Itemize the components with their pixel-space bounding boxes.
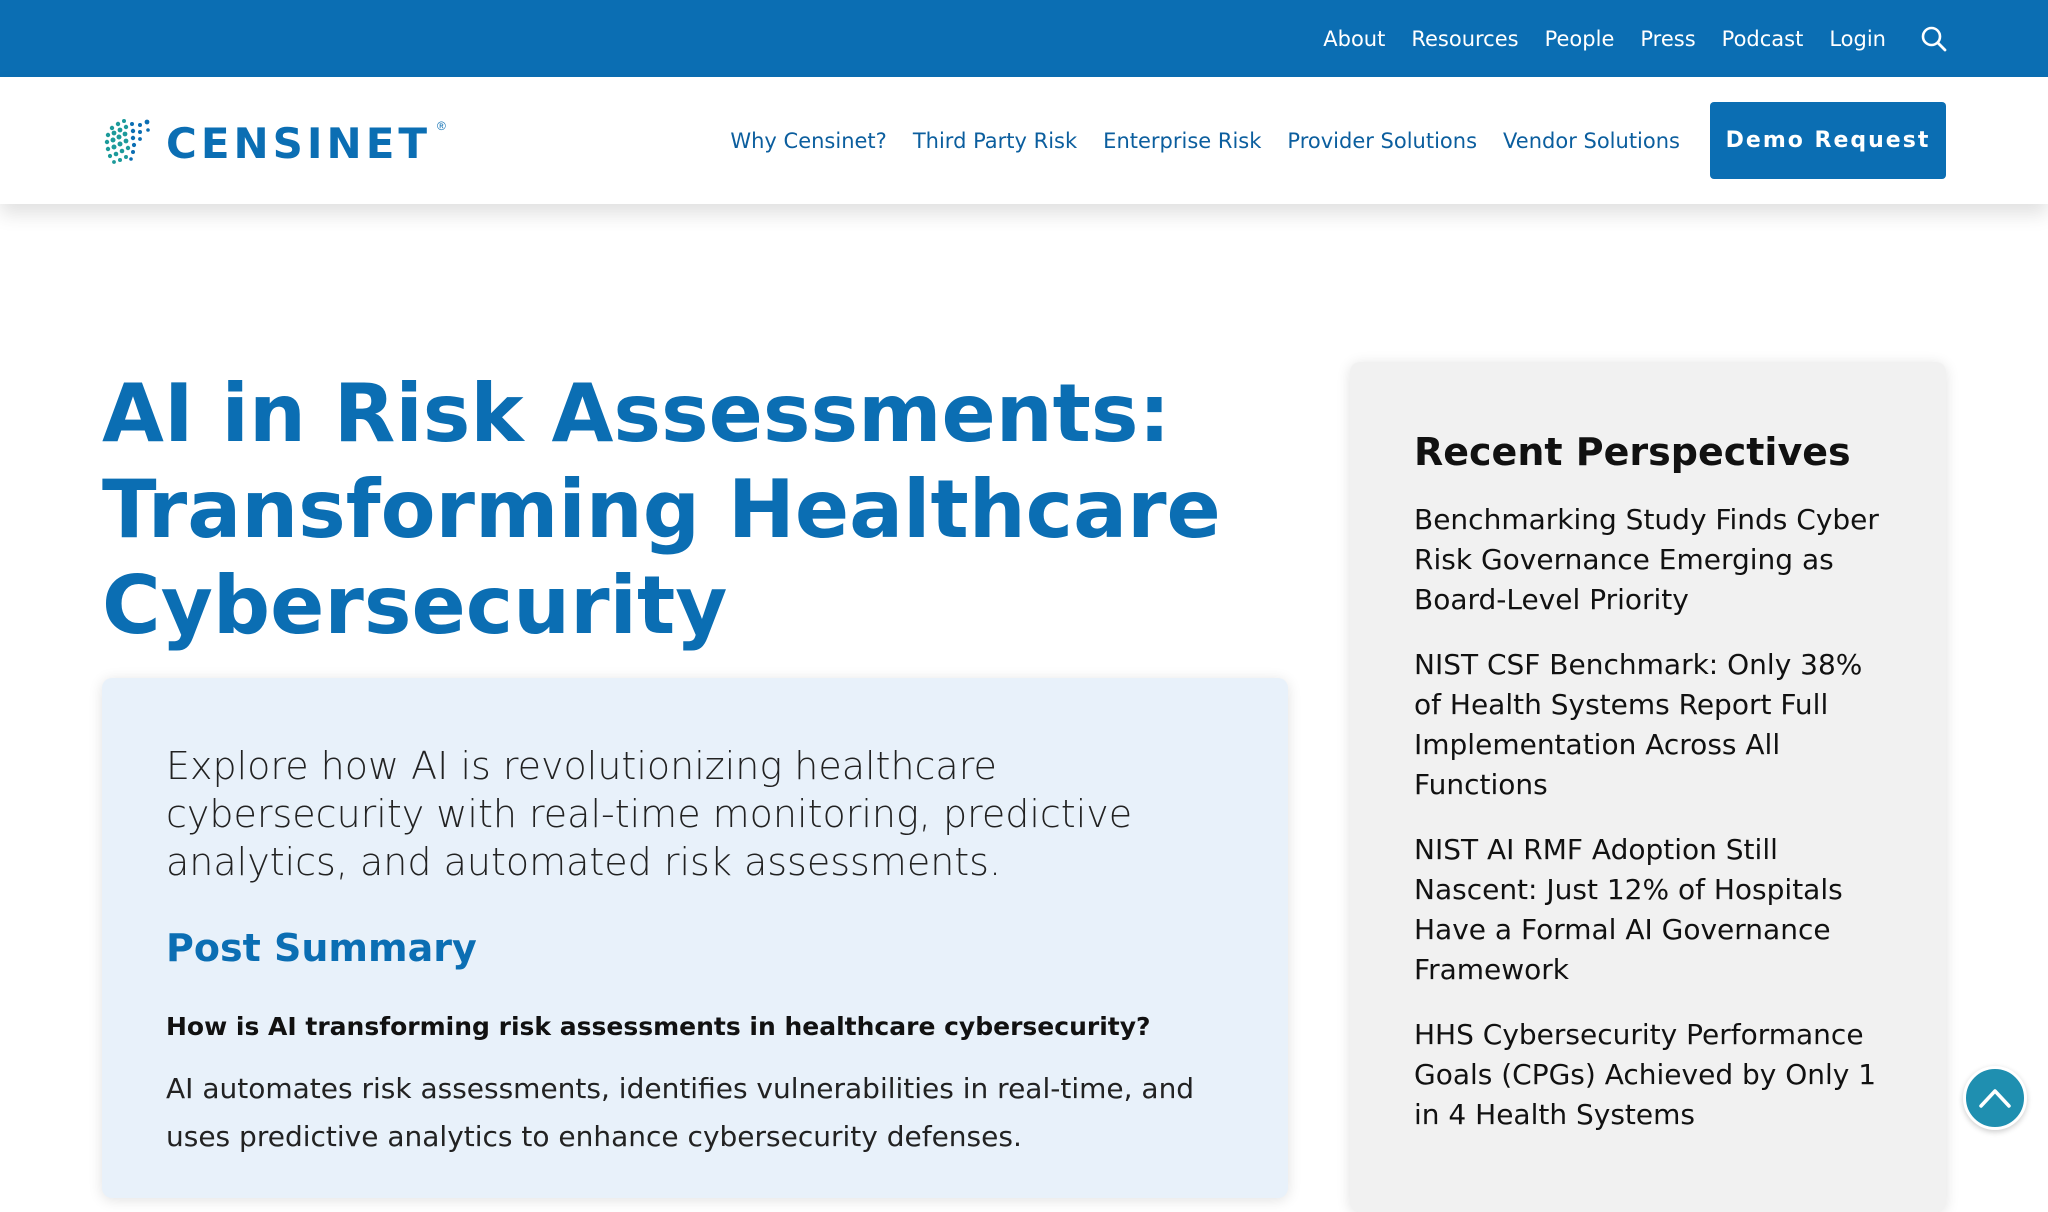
article-title: AI in Risk Assessments: Transforming Healthcare Cybersecurity [102, 367, 1221, 652]
main-header [0, 77, 2048, 204]
main-nav [730, 77, 1680, 204]
top-utility-nav [1323, 0, 1950, 77]
search-icon[interactable] [1920, 24, 1950, 54]
perspective-link[interactable]: HHS Cybersecurity Performance Goals (CPGs) Achieved by Only 1 in 4 Health Systems [1414, 1018, 1877, 1131]
top-utility-bar [0, 0, 2048, 77]
summary-question: How is AI transforming risk assessments in healthcare cybersecurity? [166, 1012, 1151, 1041]
mainnav-link-enterprise-risk[interactable]: Enterprise Risk [1103, 128, 1262, 153]
mainnav-link-vendor-solutions[interactable]: Vendor Solutions [1503, 128, 1680, 153]
chevron-up-icon [1975, 1078, 2015, 1118]
topnav-link-podcast[interactable]: Podcast [1721, 26, 1804, 51]
topnav-link-press[interactable]: Press [1640, 26, 1696, 51]
recent-perspectives-sidebar [1350, 362, 1946, 1212]
perspective-link[interactable]: NIST AI RMF Adoption Still Nascent: Just 12% of Hospitals Have a Formal AI Governance Framework [1414, 833, 1843, 986]
perspective-link[interactable]: Benchmarking Study Finds Cyber Risk Governance Emerging as Board-Level Priority [1414, 503, 1879, 616]
mainnav-link-provider-solutions[interactable]: Provider Solutions [1287, 128, 1478, 153]
topnav-link-resources[interactable]: Resources [1411, 26, 1519, 51]
topnav-link-people[interactable]: People [1544, 26, 1615, 51]
back-to-top-button[interactable] [1963, 1066, 2027, 1130]
topnav-link-about[interactable]: About [1323, 26, 1386, 51]
summary-answer: AI automates risk assessments, identifies vulnerabilities in real-time, and uses predictive analytics to enhance cybersecurity defenses. [166, 1072, 1195, 1153]
demo-request-button[interactable]: Demo Request [1710, 102, 1946, 179]
perspective-link[interactable]: NIST CSF Benchmark: Only 38% of Health Systems Report Full Implementation Across All Functions [1414, 648, 1863, 801]
mainnav-link-third-party-risk[interactable]: Third Party Risk [912, 128, 1078, 153]
mainnav-link-why-censinet[interactable]: Why Censinet? [730, 128, 887, 153]
article-summary-card [102, 678, 1288, 1198]
sidebar-title: Recent Perspectives [1414, 430, 1851, 474]
post-summary-heading: Post Summary [166, 926, 477, 970]
censinet-logo[interactable] [102, 115, 446, 171]
logo-wordmark: CENSINET [166, 118, 432, 168]
logo-globe-icon [102, 114, 160, 172]
article-intro: Explore how AI is revolutionizing healthcare cybersecurity with real-time monitoring, predictive analytics, and automated risk assessments. [166, 744, 1133, 884]
topnav-link-login[interactable]: Login [1829, 26, 1886, 51]
logo-registered-mark: ® [437, 119, 446, 133]
